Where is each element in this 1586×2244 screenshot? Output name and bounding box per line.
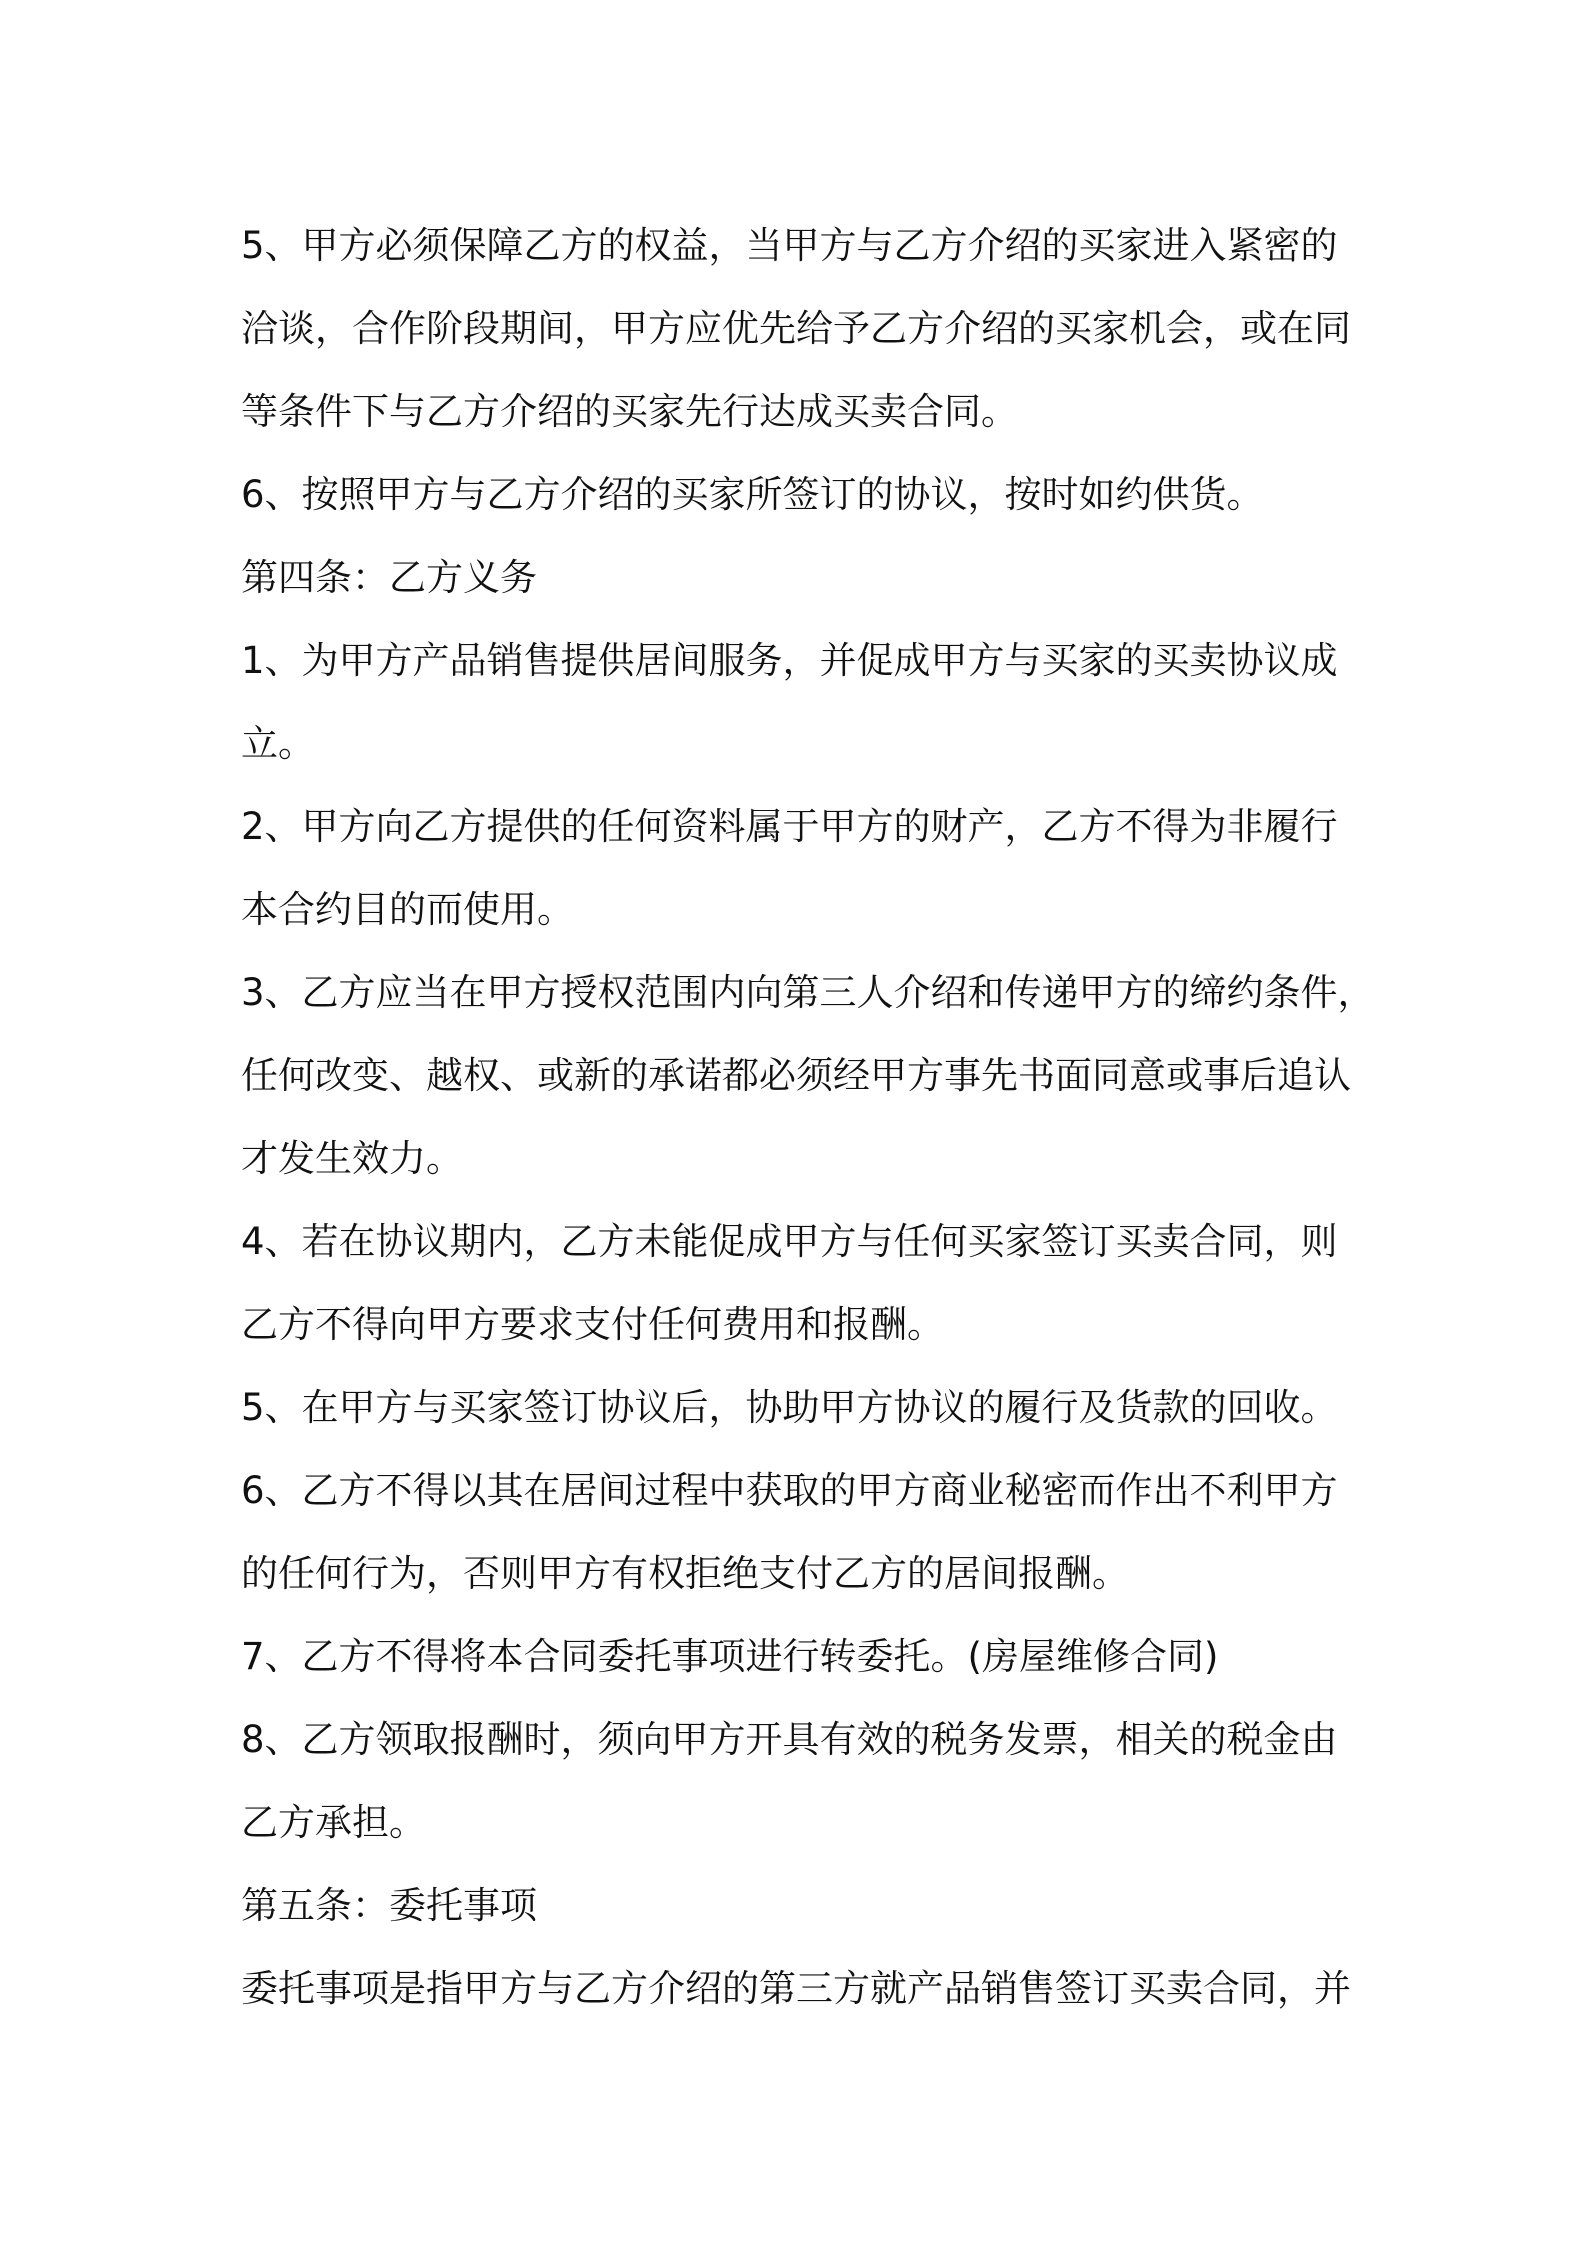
text-line: 才发生效力。	[241, 1137, 463, 1180]
text-line: 本合约目的而使用。	[241, 888, 574, 931]
text-line: 2、甲方向乙方提供的任何资料属于甲方的财产，乙方不得为非履行	[241, 805, 1338, 848]
text-line: 乙方承担。	[241, 1801, 426, 1844]
text-line: 5、甲方必须保障乙方的权益，当甲方与乙方介绍的买家进入紧密的	[241, 224, 1338, 267]
text-line: 3、乙方应当在甲方授权范围内向第三人介绍和传递甲方的缔约条件，	[241, 971, 1375, 1014]
text-line: 洽谈，合作阶段期间，甲方应优先给予乙方介绍的买家机会，或在同	[241, 307, 1351, 350]
text-line: 6、乙方不得以其在居间过程中获取的甲方商业秘密而作出不利甲方	[241, 1469, 1338, 1512]
text-line: 的任何行为，否则甲方有权拒绝支付乙方的居间报酬。	[241, 1552, 1129, 1595]
text-line: 6、按照甲方与乙方介绍的买家所签订的协议，按时如约供货。	[241, 473, 1264, 516]
text-line: 立。	[241, 722, 315, 765]
text-line: 乙方不得向甲方要求支付任何费用和报酬。	[241, 1303, 944, 1346]
text-line: 委托事项是指甲方与乙方介绍的第三方就产品销售签订买卖合同，并	[241, 1967, 1351, 2010]
text-line: 4、若在协议期内，乙方未能促成甲方与任何买家签订买卖合同，则	[241, 1220, 1338, 1263]
text-line: 等条件下与乙方介绍的买家先行达成买卖合同。	[241, 390, 1018, 433]
text-line: 8、乙方领取报酬时，须向甲方开具有效的税务发票，相关的税金由	[241, 1718, 1338, 1761]
text-line: 5、在甲方与买家签订协议后，协助甲方协议的履行及货款的回收。	[241, 1386, 1338, 1429]
text-line: 1、为甲方产品销售提供居间服务，并促成甲方与买家的买卖协议成	[241, 639, 1338, 682]
section-heading: 第五条：委托事项	[241, 1884, 537, 1927]
section-heading: 第四条：乙方义务	[241, 556, 537, 599]
text-line: 任何改变、越权、或新的承诺都必须经甲方事先书面同意或事后追认	[241, 1054, 1351, 1097]
text-line: 7、乙方不得将本合同委托事项进行转委托。(房屋维修合同)	[241, 1635, 1219, 1678]
document-page	[241, 204, 1375, 2030]
